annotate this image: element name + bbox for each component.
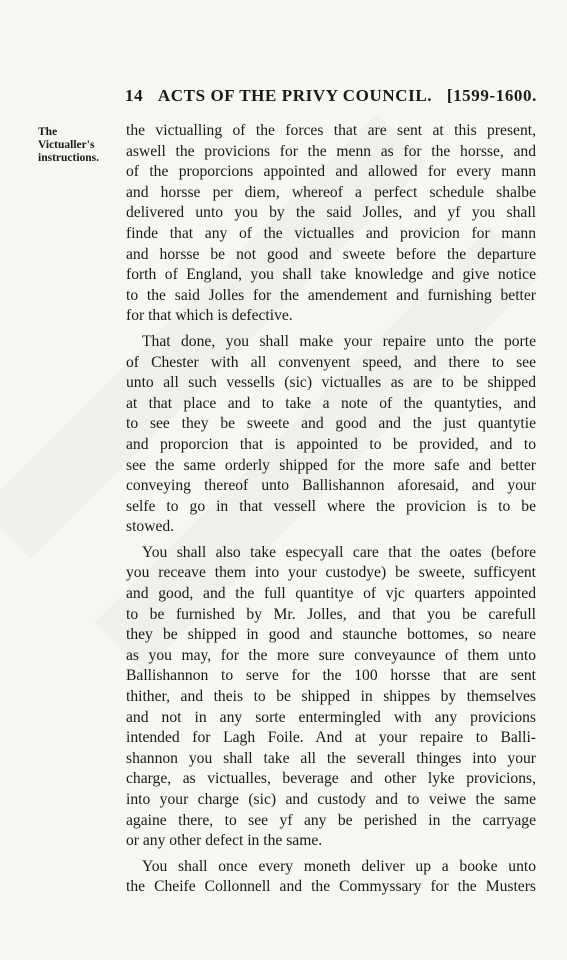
year-range: [1599-1600. bbox=[446, 86, 537, 105]
text-line: and good, and the full quantitye of vjc quarters appointed bbox=[126, 585, 536, 603]
margin-note bbox=[38, 126, 120, 165]
text-line: thither, and theis to be shipped in shippes by themselves bbox=[126, 688, 536, 706]
page-number: 14 bbox=[125, 86, 144, 105]
text-line: intended for Lagh Foile. And at your repaire to Balli- bbox=[126, 729, 536, 747]
text-line: You shall also take especyall care that the oates (before bbox=[142, 543, 536, 561]
text-line: and horsse be not good and sweete before the departure bbox=[126, 245, 536, 263]
text-line: of Chester with all convenyent speed, and there to see bbox=[126, 353, 536, 371]
text-line: conveying thereof unto Ballishannon aforesaid, and your bbox=[126, 477, 536, 495]
text-line: That done, you shall make your repaire unto the porte bbox=[142, 332, 536, 350]
text-line: for that which is defective. bbox=[126, 307, 293, 325]
text-line: stowed. bbox=[126, 518, 175, 536]
text-line: to be furnished by Mr. Jolles, and that you be carefull bbox=[126, 605, 536, 623]
text-line: to see they be sweete and good and the just quantytie bbox=[126, 415, 536, 433]
margin-note-line: The bbox=[38, 126, 58, 138]
text-line: delivered unto you by the said Jolles, and yf you shall bbox=[126, 204, 536, 222]
text-line: unto all such vessells (sic) victualles as are to be shipped bbox=[126, 374, 536, 392]
text-line: forth of England, you shall take knowledge and give notice bbox=[126, 266, 536, 284]
text-line: or any other defect in the same. bbox=[126, 832, 323, 850]
text-line: the victualling of the forces that are sent at this present, bbox=[126, 122, 536, 139]
text-line: and proporcion that is appointed to be provided, and to bbox=[126, 435, 536, 453]
text-line: and not in any sorte entermingled with any provicions bbox=[126, 708, 536, 726]
text-line: into your charge (sic) and custody and to veiwe the same bbox=[126, 791, 536, 808]
text-line: Ballishannon to serve for the 100 horsse that are sent bbox=[126, 667, 536, 685]
running-header bbox=[125, 86, 537, 106]
text-line: charge, as victualles, beverage and other lyke provicions, bbox=[126, 770, 536, 788]
text-line: to the said Jolles for the amendement and furnishing better bbox=[126, 286, 536, 304]
text-line: You shall once every moneth deliver up a booke unto bbox=[142, 857, 536, 875]
body-text bbox=[126, 121, 536, 898]
text-line: as you may, for the more sure conveyaunce of them unto bbox=[126, 646, 536, 664]
margin-note-line: Victualler's bbox=[38, 139, 95, 151]
text-line: they be shipped in good and staunche bottomes, so neare bbox=[126, 626, 536, 644]
text-line: and horsse per diem, whereof a perfect schedule shalbe bbox=[126, 183, 536, 201]
running-title: ACTS OF THE PRIVY COUNCIL. bbox=[157, 86, 433, 105]
text-line: the Cheife Collonnell and the Commyssary for the Musters bbox=[126, 878, 536, 896]
margin-note-line: instructions. bbox=[38, 152, 100, 164]
text-line: see the same orderly shipped for the more safe and better bbox=[126, 456, 536, 474]
text-line: shannon you shall take all the severall thinges into your bbox=[126, 749, 536, 767]
text-line: finde that any of the victualles and provicion for mann bbox=[126, 224, 536, 242]
text-line: aswell the provicions for the menn as for the horsse, and bbox=[126, 142, 536, 160]
text-line: selfe to go in that vessell where the provicion is to be bbox=[126, 497, 536, 515]
text-line: at that place and to take a note of the quantyties, and bbox=[126, 394, 536, 412]
text-line: you receave them into your custodye) be sweete, sufficyent bbox=[126, 564, 536, 582]
text-line: againe there, to see yf any be perished in the carryage bbox=[126, 811, 536, 829]
text-line: of the proporcions appointed and allowed for every mann bbox=[126, 163, 536, 181]
